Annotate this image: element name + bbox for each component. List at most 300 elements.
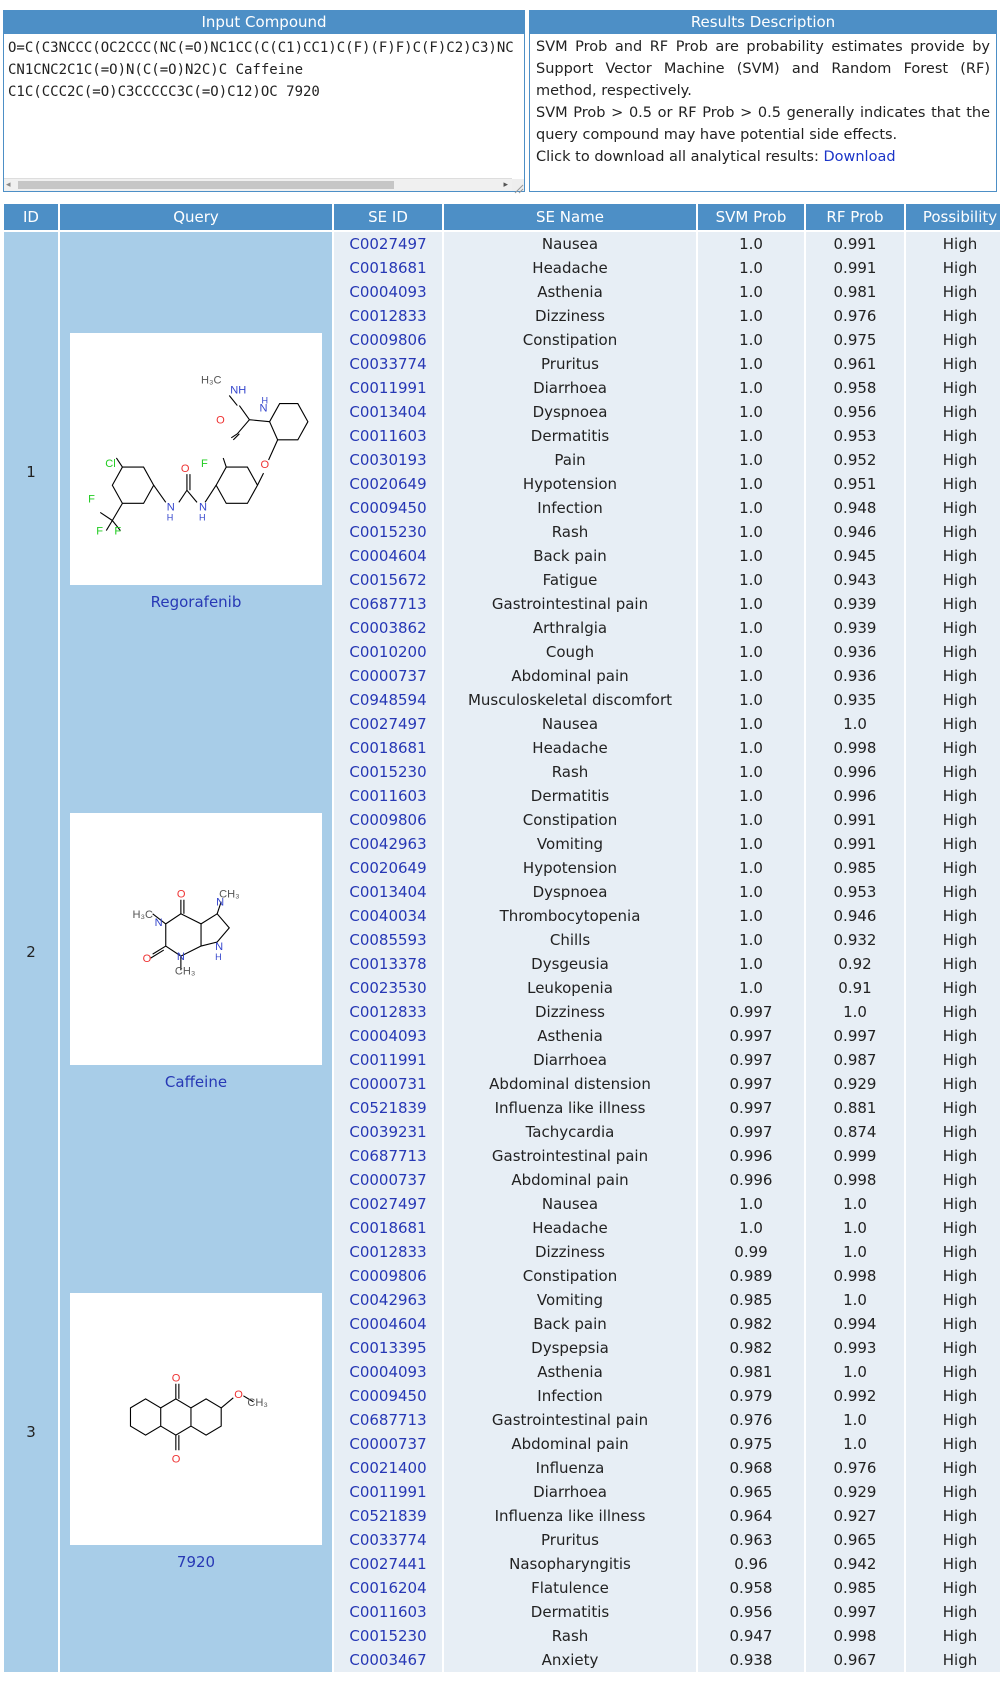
se-name-cell: Asthenia [444,1360,696,1384]
se-id-link[interactable]: C0000737 [334,1432,442,1456]
possibility-cell: High [906,1360,1000,1384]
se-name-cell: Gastrointestinal pain [444,592,696,616]
svm-prob-cell: 1.0 [698,256,804,280]
possibility-cell: High [906,976,1000,1000]
svg-text:H: H [215,952,222,963]
se-name-cell: Infection [444,496,696,520]
se-id-link[interactable]: C0013404 [334,880,442,904]
se-id-link[interactable]: C0042963 [334,832,442,856]
rf-prob-cell: 0.932 [806,928,904,952]
se-id-link[interactable]: C0521839 [334,1504,442,1528]
se-name-cell: Fatigue [444,568,696,592]
possibility-cell: High [906,1648,1000,1672]
se-name-cell: Headache [444,256,696,280]
se-id-link[interactable]: C0009450 [334,1384,442,1408]
input-line: CN1CNC2C1C(=O)N(C(=O)N2C)C Caffeine [8,62,304,78]
se-name-cell: Infection [444,1384,696,1408]
se-name-cell: Diarrhoea [444,1048,696,1072]
se-name-cell: Dermatitis [444,784,696,808]
se-id-link[interactable]: C0030193 [334,448,442,472]
se-name-cell: Dizziness [444,304,696,328]
se-id-link[interactable]: C0015230 [334,760,442,784]
se-name-cell: Nausea [444,232,696,256]
se-id-link[interactable]: C0013378 [334,952,442,976]
rf-prob-cell: 0.985 [806,856,904,880]
row-id-cell: 1 [4,232,58,712]
svm-prob-cell: 1.0 [698,856,804,880]
svm-prob-cell: 0.96 [698,1552,804,1576]
se-id-link[interactable]: C0004093 [334,1360,442,1384]
query-cell [60,232,332,712]
col-header-possibility: Possibility [906,204,1000,232]
rf-prob-cell: 0.976 [806,1456,904,1480]
svm-prob-cell: 0.958 [698,1576,804,1600]
se-id-link[interactable]: C0011603 [334,424,442,448]
svg-text:H: H [199,512,206,523]
se-id-link[interactable]: C0010200 [334,640,442,664]
rf-prob-cell: 0.946 [806,904,904,928]
rf-prob-cell: 0.985 [806,1576,904,1600]
rf-prob-cell: 0.958 [806,376,904,400]
se-name-cell: Dysgeusia [444,952,696,976]
se-name-cell: Influenza like illness [444,1096,696,1120]
se-id-link[interactable]: C0023530 [334,976,442,1000]
svg-text:N: N [176,951,185,964]
possibility-cell: High [906,664,1000,688]
svm-prob-cell: 1.0 [698,904,804,928]
se-id-link[interactable]: C0027497 [334,1192,442,1216]
input-compound-panel [3,10,525,192]
se-name-cell: Rash [444,520,696,544]
rf-prob-cell: 0.991 [806,808,904,832]
svm-prob-cell: 1.0 [698,976,804,1000]
se-id-link[interactable]: C0004093 [334,280,442,304]
svm-prob-cell: 1.0 [698,424,804,448]
col-header-se-name: SE Name [444,204,696,232]
possibility-cell: High [906,592,1000,616]
possibility-cell: High [906,424,1000,448]
se-id-link[interactable]: C0015672 [334,568,442,592]
table-header-row [4,204,1000,232]
svm-prob-cell: 1.0 [698,784,804,808]
svm-prob-cell: 1.0 [698,328,804,352]
compound-name-link[interactable]: Regorafenib [150,593,242,611]
se-name-cell: Rash [444,760,696,784]
se-id-link[interactable]: C0016204 [334,1576,442,1600]
se-name-cell: Influenza [444,1456,696,1480]
rf-prob-cell: 0.991 [806,256,904,280]
se-name-cell: Dermatitis [444,424,696,448]
svm-prob-cell: 1.0 [698,544,804,568]
se-name-cell: Headache [444,736,696,760]
svm-prob-cell: 1.0 [698,568,804,592]
rf-prob-cell: 0.997 [806,1024,904,1048]
se-id-link[interactable]: C0009806 [334,1264,442,1288]
svg-text:N: N [216,896,225,909]
se-id-link[interactable]: C0011991 [334,376,442,400]
possibility-cell: High [906,1600,1000,1624]
possibility-cell: High [906,1408,1000,1432]
rf-prob-cell: 1.0 [806,1192,904,1216]
se-id-link[interactable]: C0033774 [334,352,442,376]
possibility-cell: High [906,1384,1000,1408]
svg-text:O: O [171,1372,181,1385]
resize-grip-icon[interactable] [512,179,524,191]
svm-prob-cell: 0.947 [698,1624,804,1648]
se-id-link[interactable]: C0011991 [334,1048,442,1072]
svm-prob-cell: 1.0 [698,952,804,976]
possibility-cell: High [906,328,1000,352]
se-id-link[interactable]: C0040034 [334,904,442,928]
possibility-cell: High [906,1264,1000,1288]
se-id-link[interactable]: C0009806 [334,808,442,832]
rf-prob-cell: 0.956 [806,400,904,424]
se-id-link[interactable]: C0004604 [334,544,442,568]
se-id-link[interactable]: C0009806 [334,328,442,352]
rf-prob-cell: 0.998 [806,1168,904,1192]
rf-prob-cell: 1.0 [806,1432,904,1456]
svg-text:F: F [88,493,95,506]
rf-prob-cell: 0.935 [806,688,904,712]
svm-prob-cell: 0.997 [698,1120,804,1144]
se-id-link[interactable]: C0000737 [334,1168,442,1192]
svm-prob-cell: 0.976 [698,1408,804,1432]
svm-prob-cell: 1.0 [698,1192,804,1216]
svg-text:N: N [166,501,175,514]
rf-prob-cell: 0.948 [806,496,904,520]
svm-prob-cell: 0.997 [698,1048,804,1072]
se-id-link[interactable]: C0033774 [334,1528,442,1552]
svg-text:H₃C: H₃C [132,908,154,921]
possibility-cell: High [906,256,1000,280]
se-name-cell: Abdominal pain [444,664,696,688]
se-id-link[interactable]: C0018681 [334,736,442,760]
col-header-se-id: SE ID [334,204,442,232]
se-name-cell: Cough [444,640,696,664]
svm-prob-cell: 0.985 [698,1288,804,1312]
svm-prob-cell: 1.0 [698,280,804,304]
se-id-link[interactable]: C0003862 [334,616,442,640]
rf-prob-cell: 0.961 [806,352,904,376]
rf-prob-cell: 0.997 [806,1600,904,1624]
se-id-link[interactable]: C0011991 [334,1480,442,1504]
svg-text:F: F [201,458,208,471]
se-id-link[interactable]: C0085593 [334,928,442,952]
input-compound-header: Input Compound [4,11,524,34]
svm-prob-cell: 1.0 [698,376,804,400]
svm-prob-cell: 0.956 [698,1600,804,1624]
col-header-query: Query [60,204,332,232]
possibility-cell: High [906,784,1000,808]
rf-prob-cell: 0.942 [806,1552,904,1576]
se-id-link[interactable]: C0011603 [334,1600,442,1624]
query-cell [60,1192,332,1672]
rf-prob-cell: 0.936 [806,664,904,688]
possibility-cell: High [906,688,1000,712]
molecule-structure-image [70,813,322,1065]
se-id-link[interactable]: C0948594 [334,688,442,712]
svm-prob-cell: 1.0 [698,880,804,904]
compound-name-link[interactable]: 7920 [176,1553,216,1571]
scrollbar-thumb[interactable] [18,181,394,189]
svm-prob-cell: 1.0 [698,712,804,736]
se-id-link[interactable]: C0027497 [334,712,442,736]
svm-prob-cell: 0.981 [698,1360,804,1384]
svg-text:O: O [176,888,186,901]
svm-prob-cell: 1.0 [698,736,804,760]
se-name-cell: Dyspnoea [444,400,696,424]
download-link[interactable]: Download [823,149,896,165]
rf-prob-cell: 0.951 [806,472,904,496]
svg-text:O: O [216,414,225,427]
possibility-cell: High [906,400,1000,424]
se-id-link[interactable]: C0013404 [334,400,442,424]
row-id-cell: 2 [4,712,58,1192]
se-name-cell: Back pain [444,544,696,568]
svg-text:N: N [259,402,268,415]
svm-prob-cell: 0.99 [698,1240,804,1264]
se-id-link[interactable]: C0039231 [334,1120,442,1144]
rf-prob-cell: 0.946 [806,520,904,544]
possibility-cell: High [906,952,1000,976]
se-id-link[interactable]: C0011603 [334,784,442,808]
se-id-link[interactable]: C0004093 [334,1024,442,1048]
svg-text:CH₃: CH₃ [247,1396,268,1409]
possibility-cell: High [906,880,1000,904]
possibility-cell: High [906,568,1000,592]
possibility-cell: High [906,1312,1000,1336]
se-id-link[interactable]: C0687713 [334,592,442,616]
rf-prob-cell: 0.992 [806,1384,904,1408]
svm-prob-cell: 0.997 [698,1072,804,1096]
table-row [4,232,1000,256]
svm-prob-cell: 1.0 [698,448,804,472]
se-id-link[interactable]: C0687713 [334,1408,442,1432]
se-id-link[interactable]: C0020649 [334,856,442,880]
se-name-cell: Nausea [444,1192,696,1216]
svm-prob-cell: 1.0 [698,640,804,664]
se-id-link[interactable]: C0012833 [334,1000,442,1024]
se-name-cell: Dermatitis [444,1600,696,1624]
svm-prob-cell: 0.982 [698,1336,804,1360]
svm-prob-cell: 1.0 [698,232,804,256]
se-name-cell: Influenza like illness [444,1504,696,1528]
svm-prob-cell: 0.997 [698,1096,804,1120]
se-id-link[interactable]: C0009450 [334,496,442,520]
se-id-link[interactable]: C0000737 [334,664,442,688]
possibility-cell: High [906,1168,1000,1192]
possibility-cell: High [906,352,1000,376]
svm-prob-cell: 1.0 [698,1216,804,1240]
svg-text:NH: NH [230,384,247,397]
svm-prob-cell: 1.0 [698,664,804,688]
svm-prob-cell: 1.0 [698,616,804,640]
possibility-cell: High [906,1000,1000,1024]
possibility-cell: High [906,616,1000,640]
svm-prob-cell: 1.0 [698,688,804,712]
rf-prob-cell: 0.996 [806,760,904,784]
rf-prob-cell: 0.927 [806,1504,904,1528]
description-text: Click to download all analytical results: Download [536,149,896,165]
svm-prob-cell: 0.965 [698,1480,804,1504]
rf-prob-cell: 0.939 [806,592,904,616]
se-id-link[interactable]: C0018681 [334,256,442,280]
se-name-cell: Tachycardia [444,1120,696,1144]
horizontal-scrollbar[interactable] [4,178,512,191]
possibility-cell: High [906,928,1000,952]
row-id-cell: 3 [4,1192,58,1672]
se-name-cell: Musculoskeletal discomfort [444,688,696,712]
rf-prob-cell: 1.0 [806,1216,904,1240]
rf-prob-cell: 1.0 [806,1000,904,1024]
svg-text:N: N [215,941,224,954]
se-id-link[interactable]: C0020649 [334,472,442,496]
possibility-cell: High [906,832,1000,856]
possibility-cell: High [906,1456,1000,1480]
possibility-cell: High [906,1024,1000,1048]
rf-prob-cell: 0.981 [806,280,904,304]
se-id-link[interactable]: C0521839 [334,1096,442,1120]
se-name-cell: Back pain [444,1312,696,1336]
se-id-link[interactable]: C0015230 [334,1624,442,1648]
possibility-cell: High [906,544,1000,568]
results-description-panel [529,10,997,192]
rf-prob-cell: 0.976 [806,304,904,328]
se-id-link[interactable]: C0687713 [334,1144,442,1168]
possibility-cell: High [906,640,1000,664]
se-id-link[interactable]: C0018681 [334,1216,442,1240]
se-id-link[interactable]: C0042963 [334,1288,442,1312]
svg-text:O: O [142,953,152,966]
svm-prob-cell: 1.0 [698,304,804,328]
possibility-cell: High [906,1480,1000,1504]
rf-prob-cell: 0.943 [806,568,904,592]
possibility-cell: High [906,808,1000,832]
input-line: O=C(C3NCCC(OC2CCC(NC(=O)NC1CC(C(C1)CC1)C(F)(F)F)C(F)C2)C3)NC [8,40,514,56]
svm-prob-cell: 1.0 [698,472,804,496]
svm-prob-cell: 0.968 [698,1456,804,1480]
se-id-link[interactable]: C0004604 [334,1312,442,1336]
se-name-cell: Chills [444,928,696,952]
svm-prob-cell: 1.0 [698,520,804,544]
svm-prob-cell: 1.0 [698,808,804,832]
se-name-cell: Constipation [444,328,696,352]
input-line: C1C(CCC2C(=O)C3CCCCC3C(=O)C12)OC 7920 [8,84,320,100]
svm-prob-cell: 1.0 [698,760,804,784]
se-id-link[interactable]: C0027497 [334,232,442,256]
possibility-cell: High [906,232,1000,256]
possibility-cell: High [906,1432,1000,1456]
rf-prob-cell: 0.998 [806,736,904,760]
possibility-cell: High [906,760,1000,784]
possibility-cell: High [906,280,1000,304]
se-name-cell: Anxiety [444,1648,696,1672]
col-header-id: ID [4,204,58,232]
svg-text:Cl: Cl [105,458,116,471]
possibility-cell: High [906,712,1000,736]
svg-text:N: N [199,501,208,514]
se-id-link[interactable]: C0015230 [334,520,442,544]
possibility-cell: High [906,1528,1000,1552]
rf-prob-cell: 0.92 [806,952,904,976]
se-name-cell: Flatulence [444,1576,696,1600]
compound-input-textarea[interactable] [4,34,524,164]
rf-prob-cell: 0.936 [806,640,904,664]
possibility-cell: High [906,1576,1000,1600]
rf-prob-cell: 0.874 [806,1120,904,1144]
se-name-cell: Abdominal pain [444,1432,696,1456]
rf-prob-cell: 1.0 [806,1288,904,1312]
se-name-cell: Pruritus [444,352,696,376]
rf-prob-cell: 0.975 [806,328,904,352]
description-text: SVM Prob > 0.5 or RF Prob > 0.5 generally indicates that the query compound may have potential side effects. [536,105,990,143]
svm-prob-cell: 0.975 [698,1432,804,1456]
rf-prob-cell: 0.994 [806,1312,904,1336]
molecule-structure-image [70,1293,322,1545]
svg-text:F: F [96,525,103,538]
rf-prob-cell: 1.0 [806,1240,904,1264]
rf-prob-cell: 0.996 [806,784,904,808]
svm-prob-cell: 0.938 [698,1648,804,1672]
se-name-cell: Nasopharyngitis [444,1552,696,1576]
possibility-cell: High [906,1336,1000,1360]
svm-prob-cell: 0.979 [698,1384,804,1408]
se-id-link[interactable]: C0021400 [334,1456,442,1480]
svg-text:H: H [261,395,269,406]
se-id-link[interactable]: C0027441 [334,1552,442,1576]
rf-prob-cell: 0.993 [806,1336,904,1360]
rf-prob-cell: 0.999 [806,1144,904,1168]
scroll-left-icon[interactable]: ◂ [6,180,11,190]
se-name-cell: Thrombocytopenia [444,904,696,928]
se-name-cell: Gastrointestinal pain [444,1408,696,1432]
rf-prob-cell: 0.945 [806,544,904,568]
possibility-cell: High [906,1552,1000,1576]
se-name-cell: Dizziness [444,1000,696,1024]
possibility-cell: High [906,376,1000,400]
rf-prob-cell: 0.998 [806,1624,904,1648]
se-name-cell: Asthenia [444,280,696,304]
se-id-link[interactable]: C0003467 [334,1648,442,1672]
se-name-cell: Constipation [444,808,696,832]
se-name-cell: Pruritus [444,1528,696,1552]
possibility-cell: High [906,904,1000,928]
se-id-link[interactable]: C0013395 [334,1336,442,1360]
possibility-cell: High [906,1120,1000,1144]
se-id-link[interactable]: C0012833 [334,1240,442,1264]
se-id-link[interactable]: C0012833 [334,304,442,328]
possibility-cell: High [906,520,1000,544]
se-name-cell: Arthralgia [444,616,696,640]
se-name-cell: Rash [444,1624,696,1648]
rf-prob-cell: 0.953 [806,424,904,448]
compound-name-link[interactable]: Caffeine [164,1073,228,1091]
rf-prob-cell: 0.91 [806,976,904,1000]
svm-prob-cell: 0.996 [698,1168,804,1192]
scroll-right-icon[interactable]: ▸ [503,180,508,190]
possibility-cell: High [906,1216,1000,1240]
rf-prob-cell: 0.965 [806,1528,904,1552]
svg-text:CH₃: CH₃ [174,965,196,978]
svg-text:N: N [154,916,163,929]
se-name-cell: Dyspnoea [444,880,696,904]
possibility-cell: High [906,472,1000,496]
se-id-link[interactable]: C0000731 [334,1072,442,1096]
se-name-cell: Abdominal distension [444,1072,696,1096]
rf-prob-cell: 0.939 [806,616,904,640]
se-name-cell: Vomiting [444,832,696,856]
possibility-cell: High [906,1048,1000,1072]
